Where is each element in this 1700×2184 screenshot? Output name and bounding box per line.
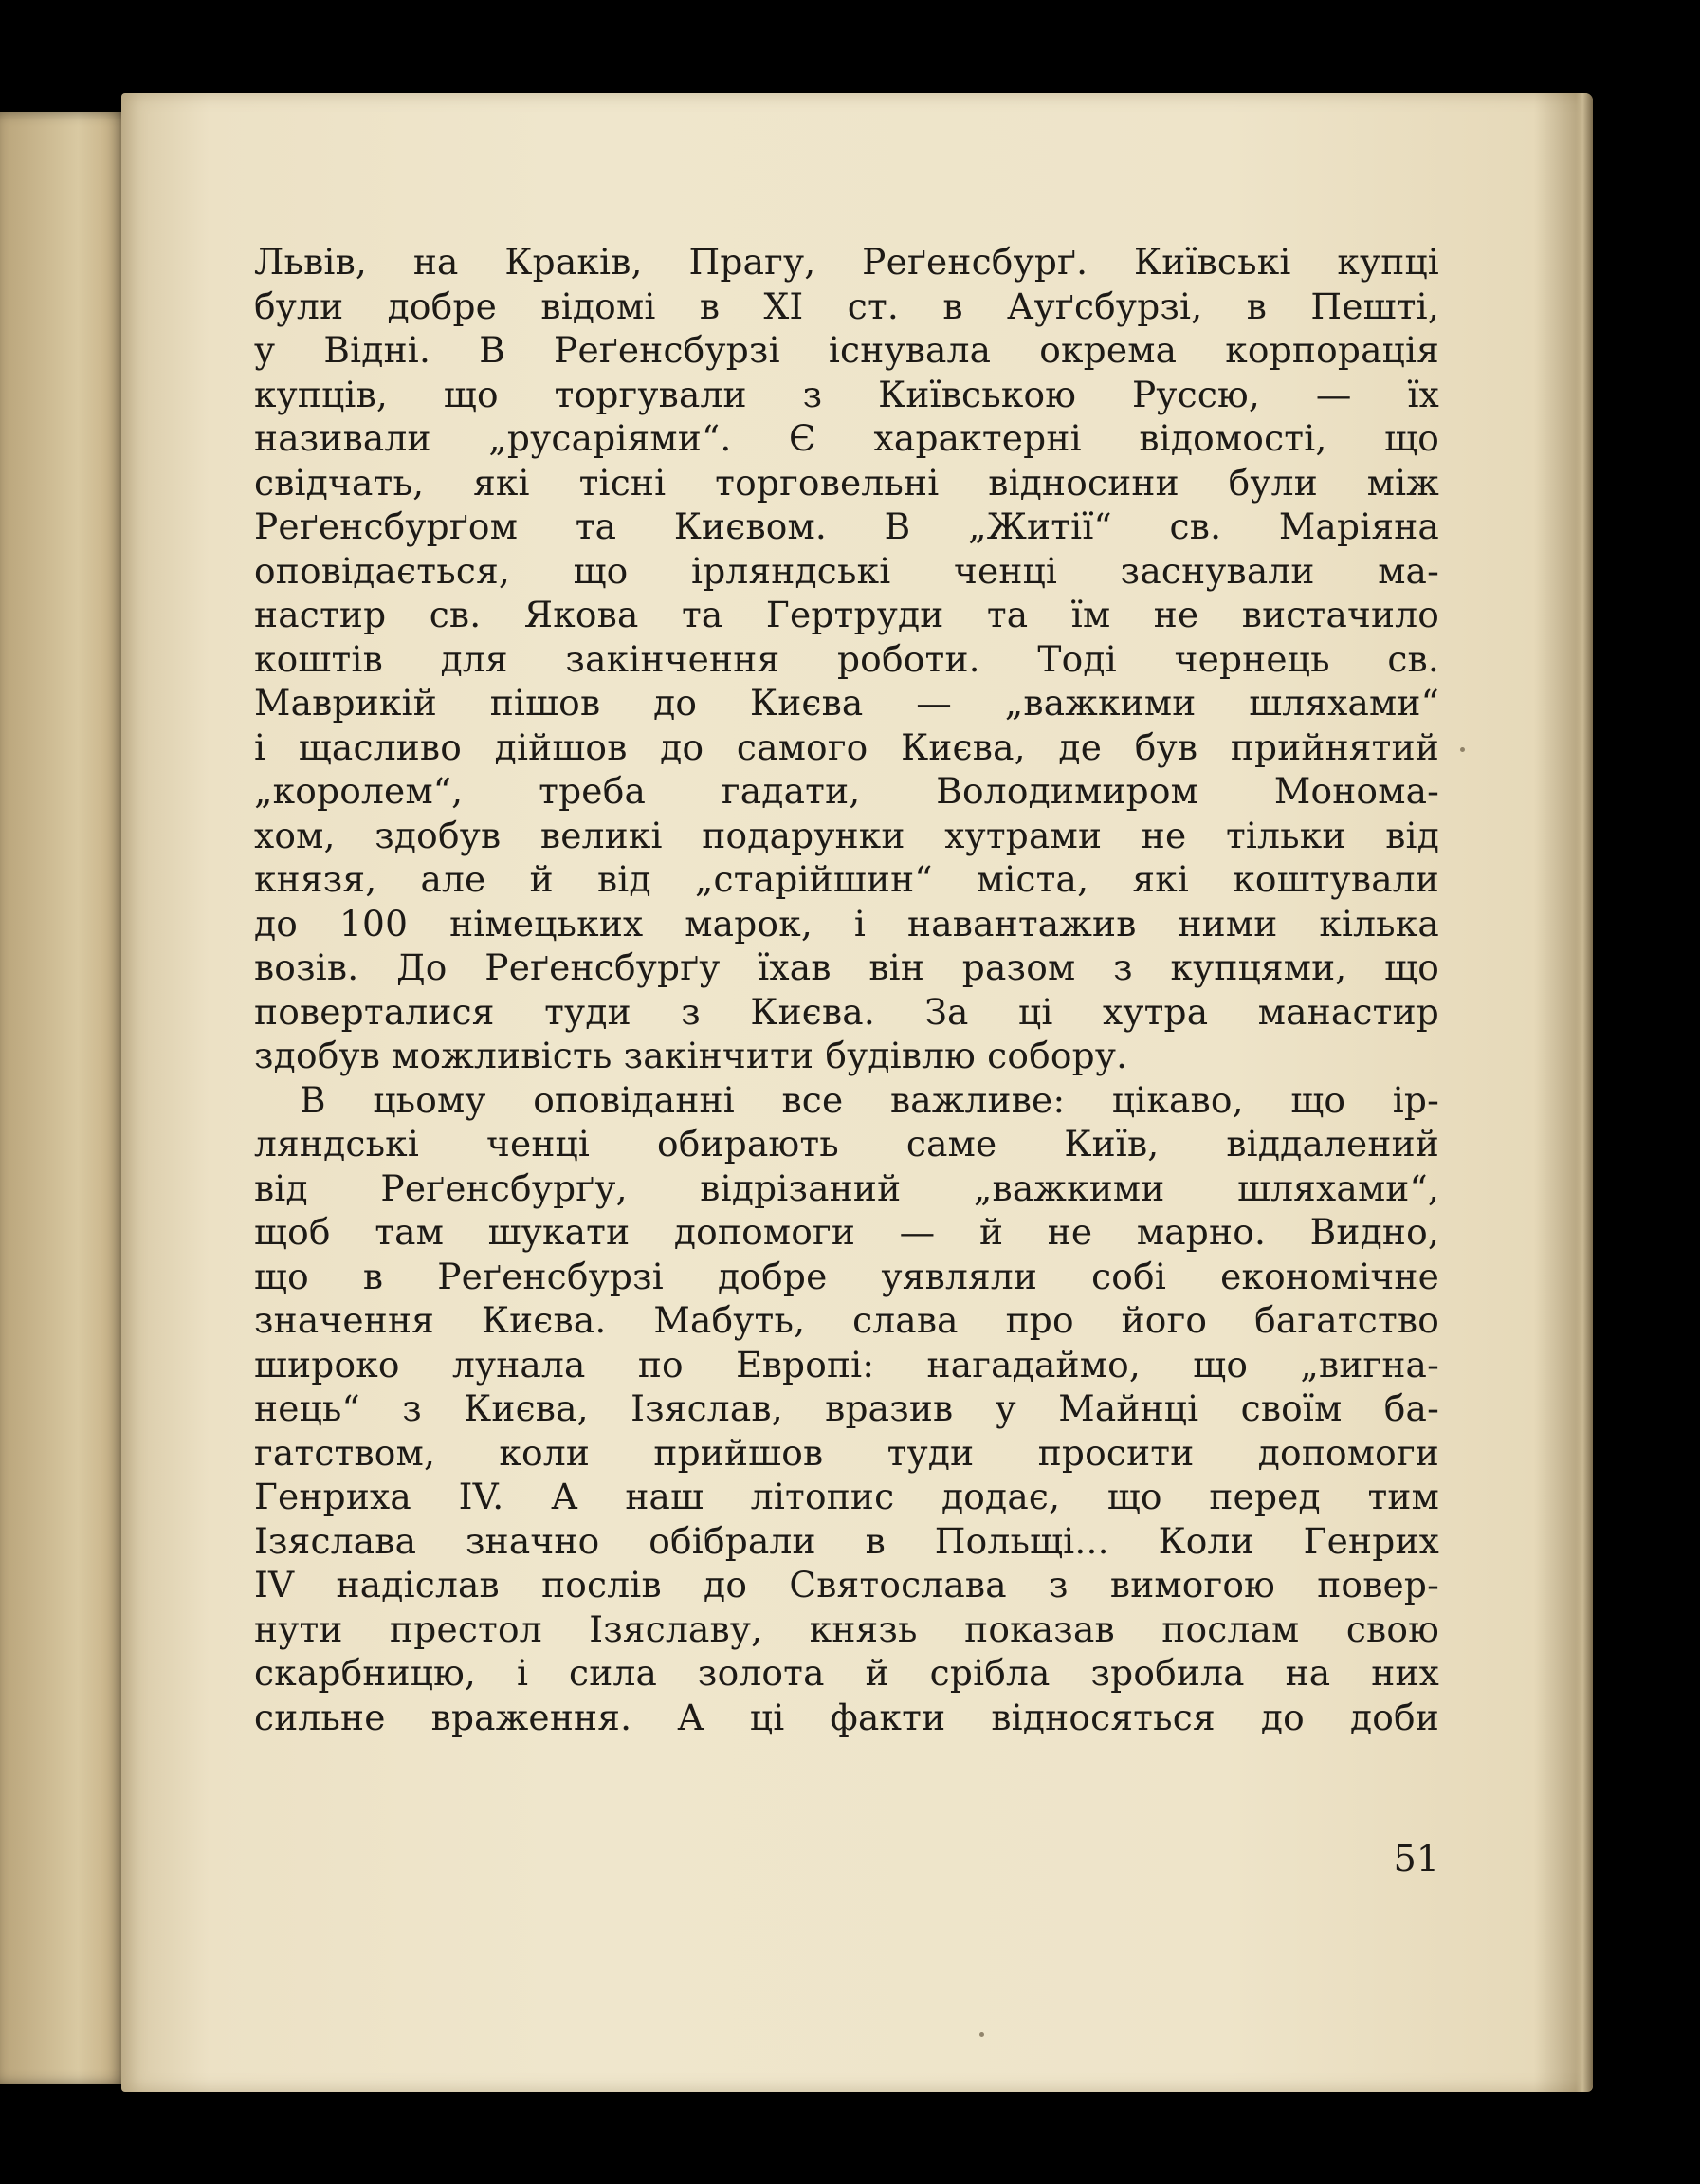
text-line: широко лунала по Европі: нагадаймо, що „вигна- [254, 1343, 1439, 1386]
text-line: гатством, коли прийшов туди просити допомоги [254, 1431, 1439, 1474]
text-line: купців, що торгували з Київською Руссю, — їх [254, 373, 1439, 415]
page-number: 51 [1393, 1838, 1439, 1880]
text-line: здобув можливість закінчити будівлю собору. [254, 1035, 1128, 1076]
text-line: IV надіслав послів до Святослава з вимогою повер- [254, 1564, 1439, 1606]
text-line: щоб там шукати допомоги — й не марно. Видно, [254, 1211, 1439, 1253]
book-page [121, 93, 1593, 2092]
text-line: нути престол Ізяславу, князь показав послам свою [254, 1607, 1439, 1650]
text-line: Генриха IV. А наш літопис додає, що перед тим [254, 1476, 1439, 1517]
text-line: від Реґенсбурґу, відрізаний „важкими шляхами“, [254, 1166, 1439, 1209]
text-line: і щасливо дійшов до самого Києва, де був прийнятий [254, 725, 1439, 768]
text-line: поверталися туди з Києва. За ці хутра манастир [254, 990, 1439, 1033]
text-line: нець“ з Києва, Ізяслав, вразив у Майнці своїм ба- [254, 1387, 1439, 1429]
paper-speck [1460, 747, 1465, 752]
text-line: значення Києва. Мабуть, слава про його багатство [254, 1299, 1439, 1341]
text-line: Реґенсбурґом та Києвом. В „Житії“ св. Маріяна [254, 505, 1439, 547]
text-line: В цьому оповіданні все важливе: цікаво, що ір- [300, 1078, 1439, 1121]
page-fore-edge [1576, 93, 1593, 2092]
text-line: у Відні. В Реґенсбурзі існувала окрема корпорація [254, 329, 1439, 371]
text-line: настир св. Якова та Гертруди та їм не вистачило [254, 594, 1439, 635]
text-line: хом, здобув великі подарунки хутрами не тільки від [254, 814, 1439, 856]
paper-speck [979, 2032, 984, 2037]
text-line: ляндські ченці обирають саме Київ, віддалений [254, 1123, 1439, 1165]
text-line: коштів для закінчення роботи. Тоді чернець св. [254, 637, 1439, 680]
text-line: Ізяслава значно обібрали в Польщі... Коли Генрих [254, 1519, 1439, 1562]
text-line: князя, але й від „старійшин“ міста, які коштували [254, 858, 1439, 900]
text-line: свідчать, які тісні торговельні відносини були між [254, 461, 1439, 504]
text-line: „королем“, треба гадати, Володимиром Монома- [254, 770, 1439, 812]
text-line: скарбницю, і сила золота й срібла зробила на них [254, 1652, 1439, 1694]
text-line: Маврикій пішов до Києва — „важкими шляхами“ [254, 682, 1439, 724]
text-line: возів. До Реґенсбурґу їхав він разом з купцями, що [254, 946, 1439, 988]
text-line: називали „русаріями“. Є характерні відомості, що [254, 417, 1439, 459]
body-text [254, 240, 1439, 1739]
text-line: сильне враження. А ці факти відносяться до доби [254, 1696, 1439, 1738]
text-line: до 100 німецьких марок, і навантажив ними кілька [254, 902, 1439, 945]
text-line: були добре відомі в XI ст. в Ауґсбурзі, в Пешті, [254, 284, 1439, 327]
text-line: Львів, на Краків, Прагу, Реґенсбурґ. Київські купці [254, 241, 1439, 283]
text-line: оповідається, що ірляндські ченці заснували ма- [254, 549, 1439, 592]
text-line: що в Реґенсбурзі добре уявляли собі економічне [254, 1255, 1439, 1297]
